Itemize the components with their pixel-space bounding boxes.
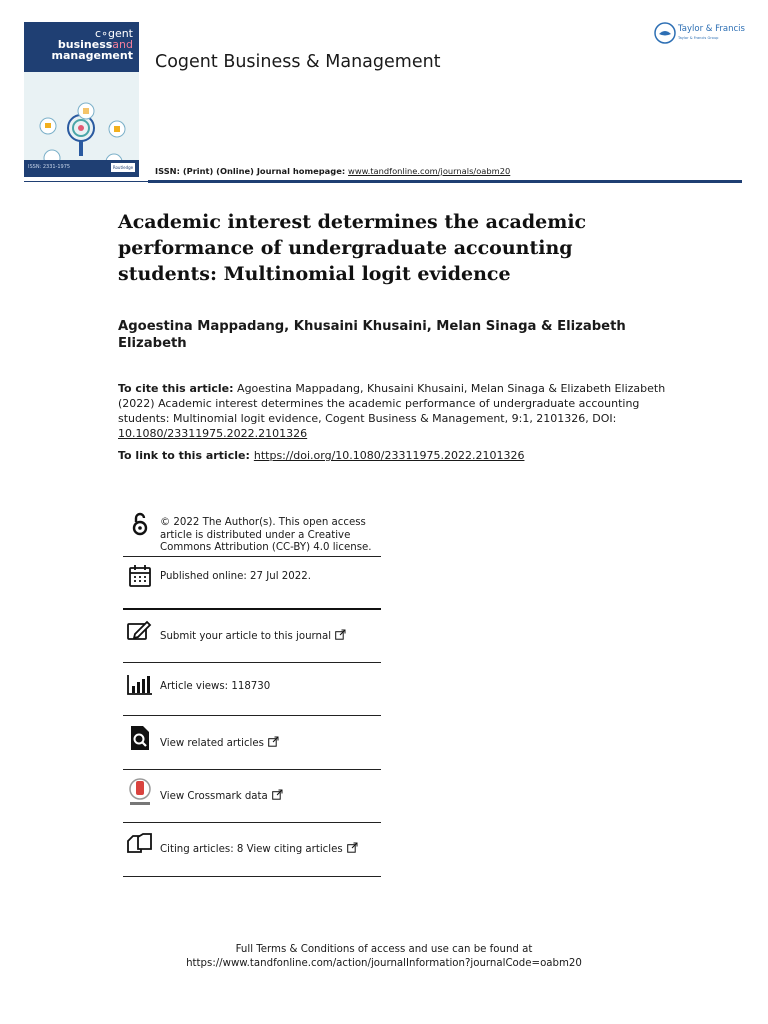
footer-line1: Full Terms & Conditions of access and use can be found at [235, 944, 533, 955]
related-label: View related articles [160, 738, 264, 749]
external-link-icon [347, 842, 358, 853]
external-link-icon [268, 736, 279, 747]
footer-terms-url[interactable]: https://www.tandfonline.com/action/journalInformation?journalCode=oabm20 [186, 958, 582, 969]
doi-link[interactable]: 10.1080/23311975.2022.2101326 [118, 427, 308, 440]
citing-articles-icon [127, 831, 153, 857]
license-row [123, 505, 381, 557]
citing-articles-link[interactable] [160, 842, 378, 857]
related-articles-icon [127, 725, 153, 751]
crossmark-row[interactable] [123, 770, 381, 823]
submit-article-link[interactable] [160, 629, 378, 644]
cite-text: Agoestina Mappadang, Khusaini Khusaini, Melan Sinaga & Elizabeth Elizabeth (2022) Academic interest determines the academic performance of undergraduate accounting students: Multinomial logit evidence, Cogent Business & Management, 9:1, 2101326, DOI: [118, 382, 666, 425]
article-link-line [118, 449, 524, 462]
cite-label: To cite this article: [118, 382, 234, 395]
citing-row[interactable] [123, 823, 381, 877]
cover-publisher-logo: Routledge [112, 165, 134, 170]
header-rule [148, 180, 742, 183]
cover-brand-line3: management [51, 49, 133, 62]
view-crossmark-link[interactable] [160, 789, 378, 804]
citing-label: Citing articles: 8 View citing articles [160, 844, 343, 855]
citation-block [118, 381, 678, 441]
issn-label: ISSN: (Print) (Online) Journal homepage: [155, 166, 349, 176]
cover-issn: ISSN: 2331-1975 [28, 164, 71, 170]
published-date: Published online: 27 Jul 2022. [160, 571, 311, 582]
taylor-francis-name: Taylor & Francis [678, 24, 745, 34]
crossmark-label: View Crossmark data [160, 791, 268, 802]
cover-brand-line1: c∘gent [95, 27, 133, 40]
article-views: Article views: 118730 [160, 681, 271, 692]
license-text: © 2022 The Author(s). This open access article is distributed under a Creative Commons Attribution (CC-BY) 4.0 license. [160, 517, 372, 553]
cover-brand-line2a: business [57, 38, 113, 51]
footer-terms [0, 943, 768, 971]
header-rule-left [24, 181, 148, 182]
taylor-francis-emblem-icon [654, 22, 676, 44]
article-info-list [123, 505, 381, 877]
journal-cover-image [24, 22, 139, 177]
published-row [123, 557, 381, 610]
related-row[interactable] [123, 716, 381, 770]
taylor-francis-logo [654, 22, 746, 48]
cover-illustration [24, 72, 139, 160]
calendar-icon [127, 563, 153, 589]
article-authors: Agoestina Mappadang, Khusaini Khusaini, Melan Sinaga & Elizabeth Elizabeth [118, 319, 626, 351]
submit-label: Submit your article to this journal [160, 631, 332, 642]
external-link-icon [335, 629, 346, 640]
submit-row[interactable] [123, 610, 381, 663]
external-link-icon [272, 789, 283, 800]
journal-title: Cogent Business & Management [155, 52, 441, 72]
cover-brand-line2b: and [112, 38, 133, 51]
article-doi-url[interactable]: https://doi.org/10.1080/23311975.2022.2101326 [253, 449, 525, 462]
journal-homepage-link[interactable]: www.tandfonline.com/journals/oabm20 [348, 166, 511, 176]
issn-homepage-line [155, 166, 510, 176]
taylor-francis-group: Taylor & Francis Group [678, 36, 719, 40]
open-access-icon [127, 511, 153, 537]
link-label: To link to this article: [118, 449, 250, 462]
crossmark-icon [127, 779, 153, 805]
bar-chart-icon [127, 672, 153, 698]
views-row [123, 663, 381, 716]
edit-icon [127, 618, 153, 644]
view-related-link[interactable] [160, 736, 378, 751]
article-title: Academic interest determines the academic performance of undergraduate accounting students: Multinomial logit evidence [118, 211, 587, 285]
